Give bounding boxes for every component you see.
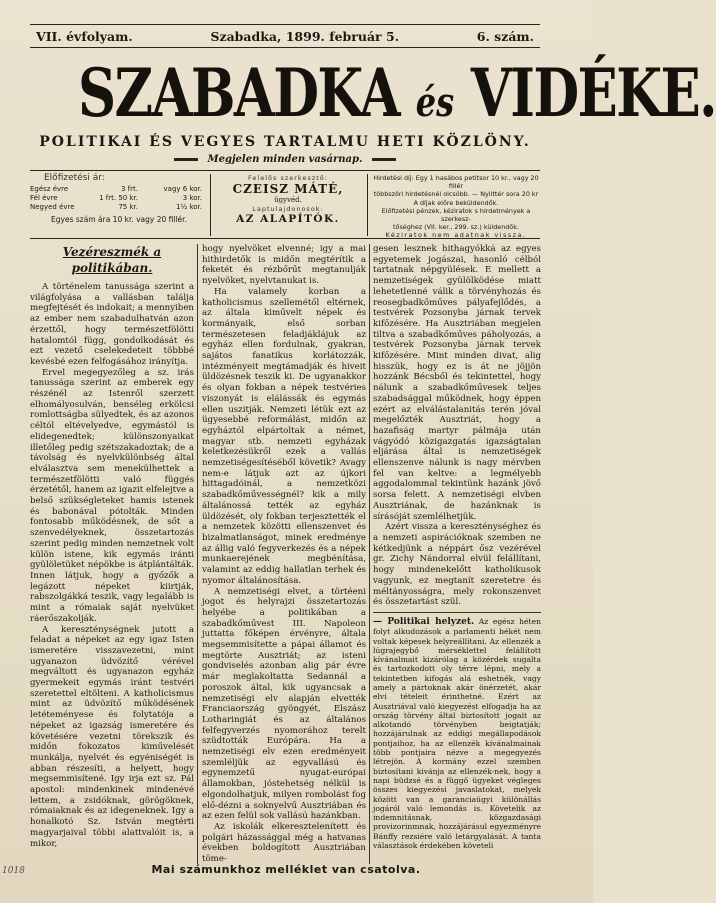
price-value: 1 frt. 50 kr. <box>99 194 138 202</box>
header-rule <box>30 47 540 48</box>
infobar-rule-bottom <box>30 238 540 239</box>
news-text: Az egész héten folyt alkudozások a parlamenti békét nem voltak képesek helyreállítani. Az ellenzék a lúgrajegybő mérséklettel felállított kívánalmait kizárólag a közérdek sugalta és tartozkodott oly térre lépni, mely a tekintetben kifogás alá eshetnék, vagy amely a pártoknak akár önérzetét, akár elvi tételeit érinthetné. Ezért az Ausztriával való kiegyezést elfogadja ha az ország törvény által biztosított jogait az alkotandó törvényben beigtatják; hozzájárulnak az eddigi megállapodások pontjaihoz, ha az ellenzék kívánalmainak több pontjaira nézve a megegyezés létrejön. A kormány ezzel szemben biztosítani kivánja az ellenzék-nek, hogy a napi büdzsé és a függő ügyeket végleges összes kiegyezési javaslatokat, melyek között van a garanciaügyi különállás jogáról való lemondás is. Követelik az indemnitásnak, közgazdasági provizorinmnak, hozzájárásul egyezményre Bánffy rezsiére való letárgyalását. A tanta választások érdekében követeli <box>373 616 541 851</box>
price-row <box>30 203 208 212</box>
header-line <box>36 26 534 46</box>
single-issue-price: Egyes szám ára 10 kr. vagy 20 fillér. <box>51 215 187 224</box>
price-row <box>30 185 208 194</box>
ornament-left <box>174 158 198 161</box>
paragraph: gesen lesznek hithagyókká az egyes egyetemek jogászai, hasonló célból tartatnak népgyülések. E mellett a nemzetiségek gyülölködése miatt lehetetlenné válik a törvényhozás és reosegbadkőműves pályafejlődés, a testvérek Pozsonyba járnak tervek kifőzésére. Ha Ausztriában megjelen tiltva a szabadkőműves páholyozás, a testvérek Pozsonyba járnak tervek kifőzésére. Mint minden divat, alig hisszük, hogy ez is át ne jöjjön hozzánk Bécsből és tekintettel, hogy nálunk a szabadkőművesek teljes szabadsággal működnek, hogy éppen ezért az elválástalanitás terén jóval megelőzték Ausztriát, hogy a hazafiság martyr pálmája után vágyódó közigazgatás igazságtalan eljárása által is nemzetiségek ellenszenve nálunk is nagy mérvben fel van keltve: a legmélyebb aggodalommal tekintünk hazánk jövő sorsa felett. A nemzetiségi elvben Ausztriának, de hazánknak is sírásóját szemlélhetjük. <box>373 244 541 522</box>
masthead-amp: és <box>415 79 455 126</box>
infobar-rule-top <box>30 170 540 171</box>
price-label: Fél évre <box>30 194 58 202</box>
price-alt: 1½ kor. <box>175 203 202 211</box>
subtitle: POLITIKAI ÉS VEGYES TARTALMU HETI KÖZLÖNY. <box>39 134 531 150</box>
volume-label: VII. évfolyam. <box>36 28 133 44</box>
editor-label: Felelős szerkesztő: <box>248 174 328 182</box>
paragraph: A nemzetiségi elvet, a törtéeni jogot és helyrajzi összetartozás helyébe a politikában a szabadkőművest III. Napoleon juttatta főképen érvényre, általa megsemmisítette a pápai államot és megtörte Ausztriát; az isteni gondviselés azonban alig pár évre már meglakoltatta Sedannál a poroszok által, kik ugyancsak a nemzetiségi elv alapján elvették Franciaország gyöngyét, Elszász Lotharingiát és az általános felfegyverzés nyomorához terelt szüdtották Európára. Ha a nemzetiségi elv ezen eredményeit szemléljük az egyvallású és egynemzetű nyugat-európai államokban, jóstehetség nélkül is elgondolhatjuk, milyen rombolást fog elő-dézni a soknyelvű Ausztriában és az ezen felül sok vallású hazánkban. <box>202 586 366 822</box>
price-label: Negyed évre <box>30 203 75 211</box>
paragraph: Azért vissza a kereszténységhez és a nemzeti aspirációknak szemben ne kétkedjünk a néppárt ősz vezérével gr. Zichy Nándorral elvül felállítani, hogy mindenekelőtt katholikusok vagyunk, ez megtanít szeretetre és méltányosságra, mely rokonszenvet és összetartást szül. <box>373 522 541 608</box>
paragraph: A kereszténységnek jutott a feladat a népeket az egy igaz Isten ismeretére visszavezetni, mint ugyanazon üdvözítő vérével megváltott és ugyanazon egyház gyermekeit egymás iránt testvéri szeretettel eltölteni. A katholicismus mint az üdvözítő működésének letéteményese és folytatója a népeket az igazság ismeretére és követésére vezetni törekszik és midőn fokozatos kiművelését munkálja, nyelvét és egyéniségét is abban részesíti, a helyett, hogy megsemmisítené. Igy irja ezt sz. Pál apostol: mindenkinek mindenévé lettem, a zsidóknak, görögöknek, rómaiaknak és az idegeneknek. Igy a honalkotó Sz. István megtérti magyarjaival többi alattvalóit is, a mikor, <box>30 624 194 849</box>
column-2 <box>202 244 366 864</box>
price-value: 75 kr. <box>118 203 138 211</box>
paragraph: hogy nyelvöket elvenné; igy a mai hithirdetők is midőn megtérítik a feketét és rézbőrűt megtanulják nyelvöket, nyelvtanukat is. <box>202 244 366 287</box>
section-divider <box>373 612 541 613</box>
editor-name: CZEISZ MÁTÉ, <box>232 182 344 196</box>
info-divider <box>210 174 211 236</box>
weekly-notice <box>30 154 540 165</box>
price-alt: vagy 6 kor. <box>163 185 202 193</box>
place-date-label: Szabadka, 1899. február 5. <box>210 28 400 44</box>
publishers-label: Laptulajdonosok: <box>252 205 324 213</box>
ads-box <box>370 174 542 240</box>
ads-line: Hirdetési díj: Egy 1 hasábos petitsor 10 kr., vagy 20 fillér <box>373 174 539 191</box>
price-value: 3 frt. <box>121 185 138 193</box>
info-bar <box>30 173 542 240</box>
news-headline: — Politikai helyzet. <box>373 616 475 627</box>
price-alt: 3 kor. <box>182 194 202 202</box>
masthead-part2: VIDÉKE. <box>470 54 716 132</box>
ads-line: Előfizetési pénzek, kéziratok s hirdetmények a szerkesz- <box>381 206 531 224</box>
editor-role: ügyvéd. <box>274 196 302 204</box>
ornament-right <box>372 158 396 161</box>
masthead-title <box>78 54 716 132</box>
subscription-box <box>30 174 208 236</box>
column-separator <box>369 244 370 864</box>
publishers-name: AZ ALAPÍTÓK. <box>236 213 340 225</box>
top-rule <box>30 24 540 25</box>
column-separator <box>197 244 198 864</box>
article-headline: Vezéreszmék a politikában. <box>62 245 162 275</box>
issue-label: 6. szám. <box>476 28 534 44</box>
supplement-notice: Mai számunkhoz melléklet van csatolva. <box>151 863 421 876</box>
editor-box <box>212 174 364 236</box>
price-label: Egész évre <box>30 185 69 193</box>
price-row <box>30 194 208 203</box>
ads-line: A díjak előre beküldendők. <box>413 198 499 207</box>
subscription-title: Előfizetési ár: <box>44 173 105 183</box>
weekly-text: Megjelen minden vasárnap. <box>207 154 363 165</box>
paragraph: Ha valamely korban a katholicismus szellemétől eltérnek, az általa kiművelt népek és kormányaik, első sorban természetesen feladjáklájuk az egyház ellen fordulnak, gyakran, sajátos fanatikus korlátozzák, intézményeit megtámadják és hiveit üldözésnek teszik ki. De ugyanakkor és olyan fokban a népek testvéries viszonyát is elálássák és egymás ellen uszitják. Nemzeti létük ezt az ügyesebbé reformálást, midőn az egyháztól elpártoltak a német, magyar stb. nemzeti egyházak keletkezésükről ezek a vallás nemzetiségesítéséből követik? Avagy nem-e látjuk azt az újkori hittagadóinál, a nemzetközi szabadkőművességnél? kik a mily általánossá tették az egyház üldözését, oly fokban terjesztették el a nemzetek közötti ellenszenvet és bizalmatlanságot, minek eredménye az állig való fegyverkezés és a népek munkaerejének megbénítása, valamint az eddig hallatlan terhek és nyomor általánosítása. <box>202 286 366 586</box>
paragraph: A történelem tanussága szerint a világfolyása a vallásban találja megfejtését és indokait; a mennyiben az ember nem szabadulhatván azon érzettől, hogy természetfölötti hatalomtól függ, gondolkodását és ezt vezető cselekedeteit többbé kevésbé ezen felfogásához irányítja. <box>30 282 194 367</box>
column-1 <box>30 244 194 864</box>
paragraph: Ervel megegyezőleg a sz. irás tanussága szerint az emberek egy részénél az Istenről szerzett elhomályosulván, benséleg erkölcsi romlottságba sülyedtek, és az azonos céltól eltévelyedve, egymástól is elidegenedtek; különszonyaikat illetőleg pedig szétszakadoztak; de a távolság és nyelvkülönbség által elválasztva sem menekülhettek a természetfölötti való függés érzetétől, hanem az igazit elfelejtve a belső szükségleteket hamis istenek és babonával pótolták. Minden fontosabb működésnek, de sőt a szenvedélyeknek, összetartozás szerint pedig minden nemzetnek volt külön istene, kik egymás iránti gyülöletüket népökbe is átplántálták. Innen látjuk, hogy a győzők a legázott népeket kiirtják, rabszolgákká teszik, vagy legalább is mint a rómaiak saját nyelvüket ráerőszakolják. <box>30 367 195 624</box>
margin-note: 1018 <box>2 866 25 876</box>
info-divider <box>367 174 368 236</box>
paragraph: Az iskolák elkeresztelenített és polgári házassággal még a hatvanas években boldogított Ausztriában töme- <box>202 821 366 865</box>
news-item <box>373 617 541 850</box>
ads-line: Kéziratok nem adatnak vissza. <box>385 231 527 240</box>
column-3 <box>373 244 541 864</box>
masthead-part1: SZABADKA <box>78 54 399 132</box>
ads-line: többszöri hirdetésnél olcsóbb. — Nyilttér sora 20 kr <box>373 190 539 199</box>
ads-line: tőséghez (VII. ker., 299. sz.) küldendők. <box>393 223 519 232</box>
